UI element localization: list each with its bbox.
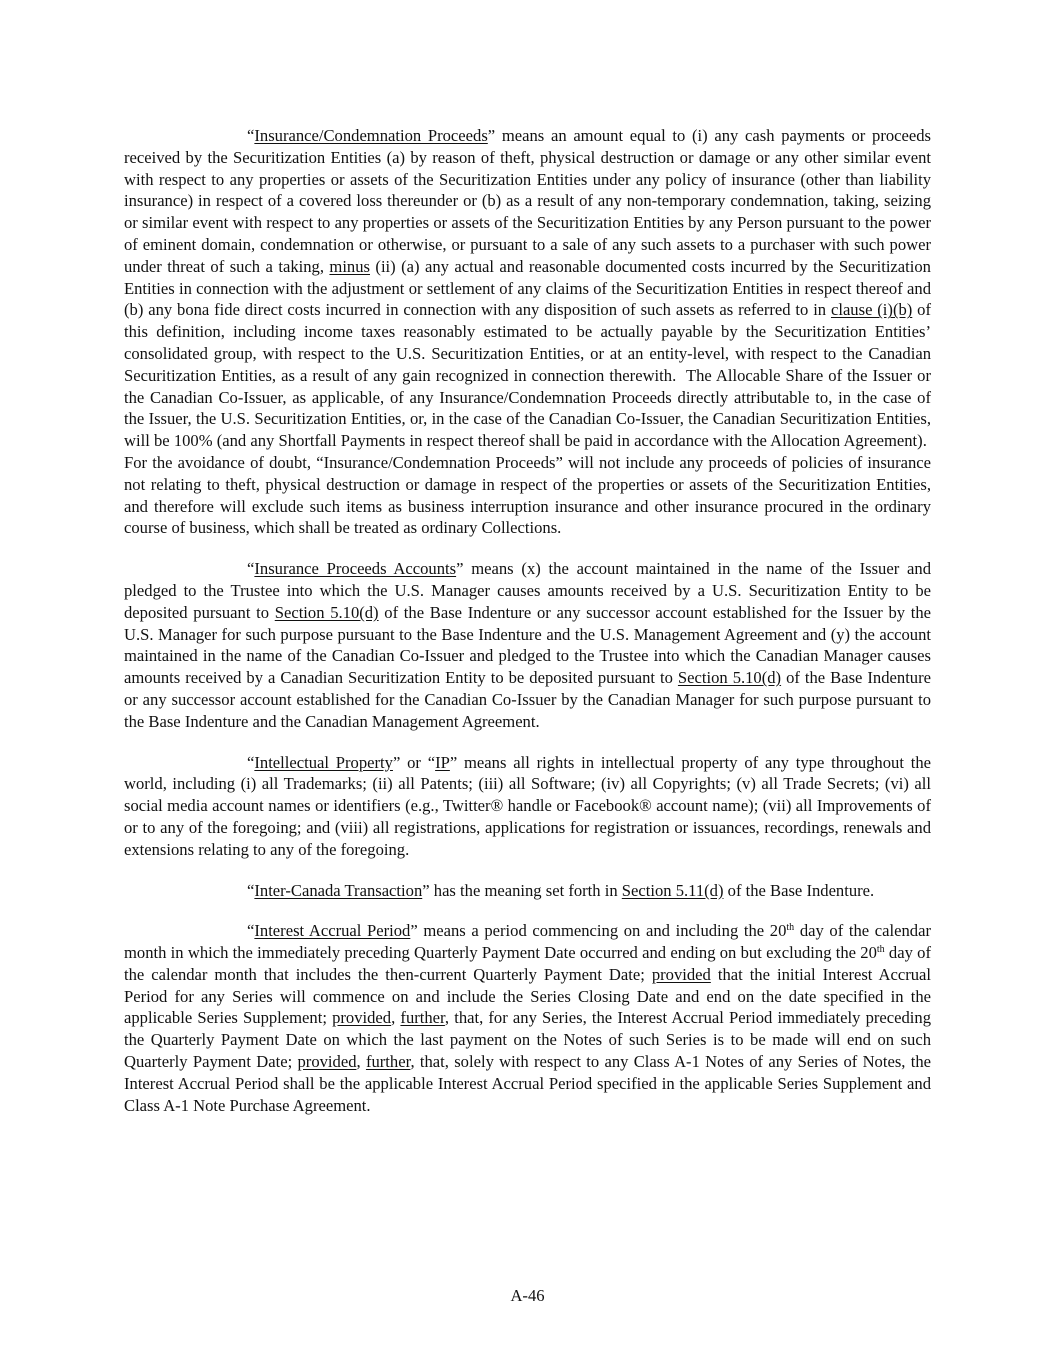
definition-text: , <box>391 1008 401 1028</box>
underlined-word: minus <box>329 256 370 276</box>
close-quote: ” <box>410 921 418 941</box>
definition-text: has the meaning set forth in <box>429 880 622 900</box>
defined-term: Intellectual Property <box>254 752 393 772</box>
open-quote: “ <box>247 752 255 772</box>
proviso-word: provided <box>332 1008 392 1028</box>
definition-text: that the initial Interest Accrual Period for any Series will commence on and include the Series Closing Date and end on the date specified in the applicable Series Supplement; <box>124 964 931 1028</box>
defined-term: Insurance Proceeds Accounts <box>254 559 457 579</box>
definition-text: , that, solely with respect to any Class A-1 Notes of any Series of Notes, the Interest Accrual Period shall be the applicable Interest Accrual Period specified in the applicable Series Supplement and Class A-1 Note Purchase Agreement. <box>124 1052 932 1115</box>
page-number: A-46 <box>510 1286 545 1305</box>
definition-text: means (x) the account maintained in the name of the Issuer and pledged to the Trustee into which the U.S. Manager causes amounts received by a U.S. Securitization Entity to be deposited pursuant to <box>124 559 931 622</box>
defined-term-alias: IP <box>435 752 450 772</box>
clause-reference: clause (i)(b) <box>830 300 913 320</box>
definition-text: of the Base Indenture or any successor account established for the Canadian Co-Issuer by the Canadian Manager for such purpose pursuant to the Base Indenture and the Canadian Management Agreement. <box>124 668 931 731</box>
definition-text: day of the calendar month that includes the then-current Quarterly Payment Date; <box>124 943 931 984</box>
close-quote: ” <box>422 880 430 900</box>
close-quote: ” <box>392 752 401 772</box>
definition-text: of this definition, including income taxes reasonably estimated to be actually payable by the Securitization Entities’ consolidated group, with respect to the U.S. Securitization Entities, or at an entity-level, with respect to the Canadian Securitization Entities, as a result of any gain recognized in connection therewith. The Allocable Share of the Issuer or the Canadian Co-Issuer, as applicable, of any Insurance/Condemnation Proceeds directly attributable to, in the case of the Issuer, the U.S. Securitization Entities, or, in the case of the Canadian Co-Issuer, the Canadian Securitization Entities, will be 100% (and any Shortfall Payments in respect thereof shall be paid in accordance with the Allocation Agreement). For the avoidance of doubt, “Insurance/Condemnation Proceeds” will not include any proceeds of policies of insurance not relating to theft, physical destruction or damage in respect of the properties or assets of the Securitization Entities, and therefore will exclude such items as business interruption insurance and other insurance procured in the ordinary course of business, which shall be treated as ordinary Collections. <box>124 300 931 538</box>
section-reference: Section 5.10(d) <box>274 602 379 622</box>
open-quote: “ <box>247 921 255 941</box>
proviso-word: provided <box>651 964 711 984</box>
proviso-word: further <box>365 1052 411 1072</box>
open-quote: “ <box>247 559 255 579</box>
defined-term: Insurance/Condemnation Proceeds <box>254 126 488 145</box>
definition-text: of the Base Indenture or any successor account established for the Issuer by the U.S. Manager for such purpose pursuant to the Base Indenture and the U.S. Management Agreement and (y) the account maintained in the name of the Canadian Co-Issuer and pledged to the Trustee into which the Canadian Manager causes amounts received by a Canadian Securitization Entity to be deposited pursuant to <box>124 602 931 688</box>
definition-text: (ii) (a) any actual and reasonable documented costs incurred by the Securitization Entities in connection with the adjustment or settlement of any claims of the Securitization Entities in respect thereof and (b) any bona fide direct costs incurred in connection with any disposition of such assets as referred to in <box>124 256 931 320</box>
ordinal-suffix: th <box>786 922 795 934</box>
proviso-word: further <box>400 1008 445 1028</box>
definition-text: means a period commencing on and including the 20 <box>417 921 787 941</box>
ordinal-suffix: th <box>876 944 885 956</box>
definition-text: or “ <box>400 752 436 772</box>
open-quote: “ <box>247 880 255 900</box>
close-quote: ” <box>456 559 464 579</box>
definition-text: of the Base Indenture. <box>723 880 875 900</box>
definition-intellectual-property <box>124 752 931 861</box>
document-body <box>124 125 931 1135</box>
definition-insurance-condemnation-proceeds <box>124 125 931 539</box>
definition-interest-accrual-period <box>124 920 931 1116</box>
definition-text: day of the calendar month in which the immediately preceding Quarterly Payment Date occurred and ending on but excluding the 20 <box>124 921 931 963</box>
open-quote: “ <box>247 126 255 145</box>
section-reference: Section 5.11(d) <box>621 880 724 900</box>
defined-term: Inter-Canada Transaction <box>254 880 423 900</box>
section-reference: Section 5.10(d) <box>677 668 782 688</box>
defined-term: Interest Accrual Period <box>254 921 411 941</box>
definition-text: ” means all rights in intellectual property of any type throughout the world, including (i) all Trademarks; (ii) all Patents; (iii) all Software; (iv) all Copyrights; (v) all Trade Secrets; (vi) all social media account names or identifiers (e.g., Twitter® handle or Facebook® account name); (vii) all Improvements of or to any of the foregoing; and (viii) all registrations, applications for registration or issuances, recordings, renewals and extensions relating to any of the foregoing. <box>124 752 931 859</box>
definition-text: , <box>356 1052 366 1072</box>
definition-inter-canada-transaction <box>124 880 931 902</box>
definition-text: , that, for any Series, the Interest Accrual Period immediately preceding the Quarterly Payment Date on which the last payment on the Notes of such Series is to be made will end on such Quarterly Payment Date; <box>124 1008 932 1072</box>
definition-insurance-proceeds-accounts <box>124 558 931 732</box>
close-quote: ” <box>487 126 496 145</box>
definition-text: means an amount equal to (i) any cash payments or proceeds received by the Securitization Entities (a) by reason of theft, physical destruction or damage or any other similar event with respect to any properties or assets of the Securitization Entities under any policy of insurance (other than liability insurance) in respect of a covered loss thereunder or (b) as a result of any non-temporary condemnation, taking, seizing or similar event with respect to any properties or assets of the Securitization Entities by any Person pursuant to the power of eminent domain, condemnation or otherwise, or pursuant to a sale of any such assets to a purchaser with such power under threat of such a taking, <box>124 126 931 276</box>
proviso-word: provided <box>297 1052 357 1072</box>
